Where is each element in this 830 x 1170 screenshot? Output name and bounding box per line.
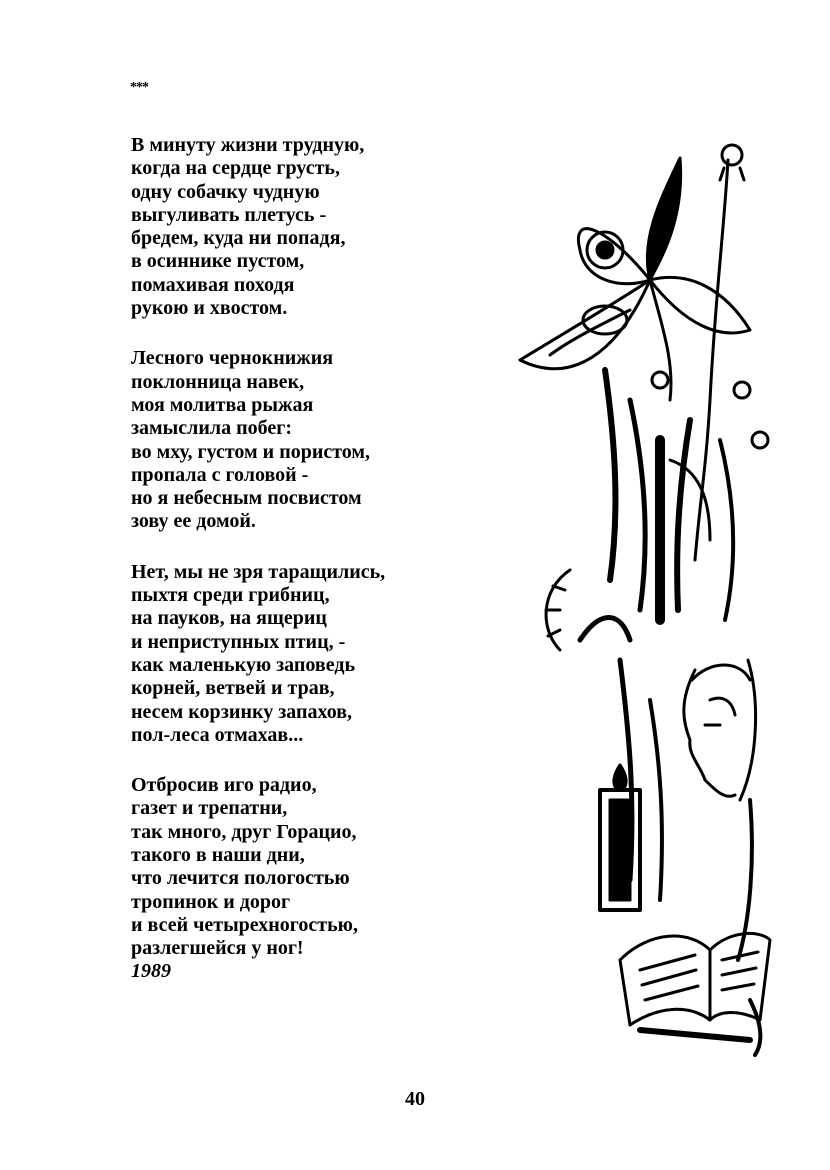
ink-illustration	[510, 140, 780, 1060]
poem	[131, 134, 551, 988]
poem-line: Отбросив иго радио,	[131, 774, 317, 797]
poem-line: несем корзинку запахов,	[131, 700, 353, 723]
poem-line: на пауков, на ящериц	[131, 607, 327, 630]
poem-line: зову ее домой.	[131, 510, 256, 533]
poem-line: бредем, куда ни попадя,	[131, 227, 346, 250]
poem-line: газет и трепатни,	[131, 797, 288, 820]
page-number: 40	[405, 1088, 425, 1110]
poem-line: такого в наши дни,	[131, 844, 305, 867]
poem-line: пропала с головой -	[131, 463, 309, 486]
poem-line: когда на сердце грусть,	[131, 157, 340, 180]
poem-line: Лесного чернокнижия	[131, 347, 334, 370]
poem-line: тропинок и дорог	[131, 890, 291, 913]
poem-line: Нет, мы не зря таращились,	[131, 560, 386, 583]
poem-line: рукою и хвостом.	[131, 297, 288, 320]
poem-line: как маленькую заповедь	[131, 653, 356, 676]
poem-line: выгуливать плетусь -	[131, 203, 327, 226]
poem-line: во мху, густом и пористом,	[131, 440, 371, 463]
poem-line: в осиннике пустом,	[131, 250, 305, 273]
poem-line: и всей четырехногостью,	[131, 913, 358, 936]
section-marker: ***	[130, 80, 148, 95]
poem-line: помахивая походя	[131, 273, 295, 296]
poem-line: В минуту жизни трудную,	[131, 134, 365, 156]
poem-line: что лечится пологостью	[131, 867, 350, 890]
poem-line: одну собачку чудную	[131, 180, 320, 203]
poem-line: так много, друг Горацио,	[131, 820, 357, 843]
poem-line: но я небесным посвистом	[131, 487, 362, 510]
stanza-4	[131, 774, 551, 960]
poem-line: разлегшейся у ног!	[131, 937, 304, 960]
stanza-1	[131, 134, 551, 320]
poem-line: пыхтя среди грибниц,	[131, 584, 330, 607]
poem-year: 1989	[131, 960, 171, 982]
poem-line: замыслила побег:	[131, 417, 292, 440]
stanza-2	[131, 347, 551, 533]
poem-line: моя молитва рыжая	[131, 393, 314, 416]
poem-line: и неприступных птиц, -	[131, 630, 346, 653]
stanza-3	[131, 561, 551, 747]
poem-line: пол-леса отмахав...	[131, 723, 304, 746]
poem-line: корней, ветвей и трав,	[131, 677, 335, 700]
poem-line: поклонница навек,	[131, 370, 305, 393]
